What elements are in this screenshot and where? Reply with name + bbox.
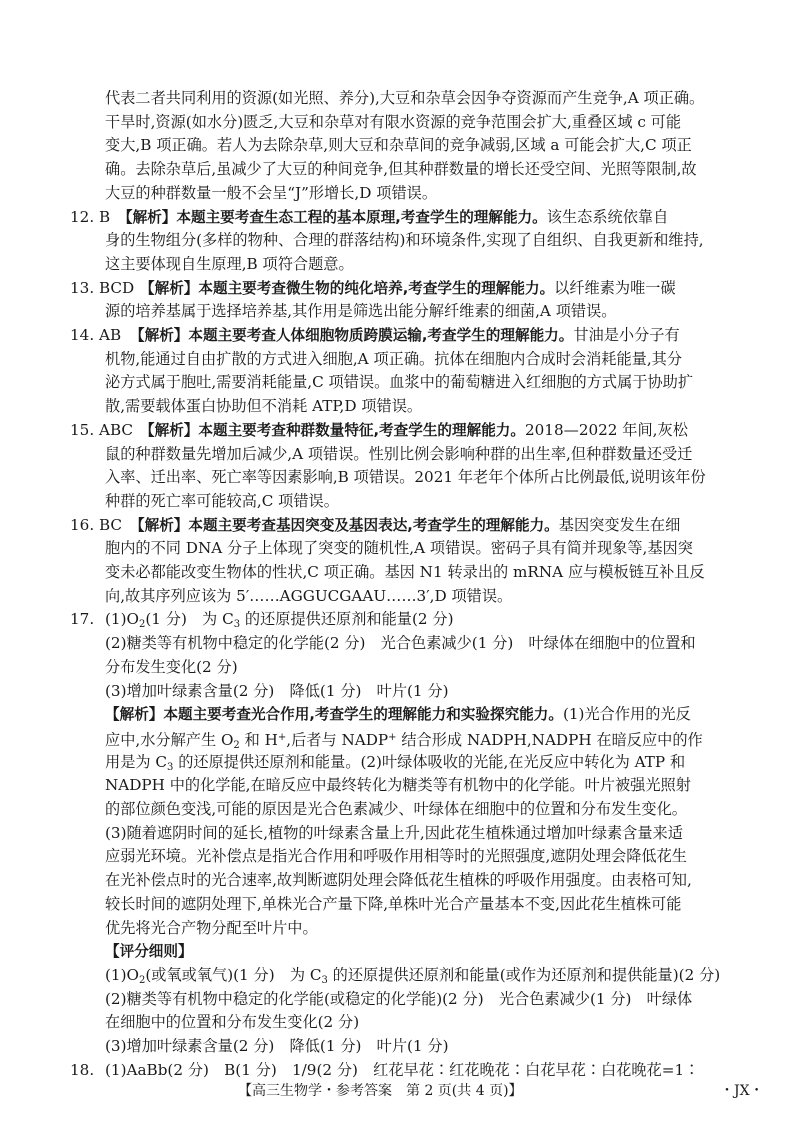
line-text: [0, 916, 318, 940]
text-run: 该生态系统依靠自: [546, 207, 669, 226]
footer-page-label: 【高三生物学・参考答案 第 2 页(共 4 页)】: [238, 1083, 523, 1099]
text-run: (2)糖类等有机物中稳定的化学能(或稳定的化学能)(2 分) 光合色素减少(1 分) 叶绿体: [105, 989, 693, 1008]
text-run: 3: [321, 974, 328, 986]
analysis-heading: 【解析】本题主要考查光合作用,考查学生的理解能力和实验探究能力。: [105, 706, 563, 724]
text-run: (1 分) 为 C: [145, 610, 234, 629]
text-run: 机物,能通过自由扩散的方式进入细胞,A 项正确。抗体在细胞内合成时会消耗能量,其分: [105, 349, 683, 368]
text-run: 结合形成 NADPH,NADPH 在暗反应中的作: [396, 730, 703, 749]
text-line: [0, 560, 800, 584]
analysis-heading: 【解析】本题主要考查生态工程的基本原理,考查学生的理解能力。: [118, 208, 547, 226]
text-run: 的还原提供还原剂和能量(或作为还原剂和提供能量)(2 分): [327, 965, 721, 984]
text-run: 3: [233, 619, 241, 631]
text-run: 在细胞中的位置和分布发生变化(2 分): [105, 1013, 360, 1032]
text-run: 2: [138, 974, 146, 986]
text-run: 优先将光合产物分配至叶片中。: [105, 918, 318, 937]
text-line: [0, 868, 800, 892]
analysis-heading: 【解析】本题主要考查微生物的纯化培养,考查学生的理解能力。: [140, 279, 555, 297]
text-run: 变大,B 项正确。若人为去除杂草,则大豆和杂草间的竞争减弱,区域 a 可能会扩大,C 项正: [105, 136, 692, 155]
text-run: (1)光合作用的光反: [562, 705, 691, 724]
text-line: [0, 987, 800, 1011]
text-run: 的还原提供还原剂和能量(2 分): [240, 610, 454, 629]
text-run: 这主要体现自生原理,B 项符合题意。: [105, 254, 354, 273]
text-line: [0, 347, 800, 371]
line-text: [0, 347, 682, 371]
text-line: [0, 205, 800, 230]
text-run: 分布发生变化(2 分): [105, 657, 238, 676]
line-text: [0, 228, 704, 252]
text-line: [0, 110, 800, 134]
text-run: 入率、迁出率、死亡率等因素影响,B 项错误。2021 年老年个体所占比例最低,说明该年份: [105, 468, 706, 487]
analysis-heading: 【评分细则】: [105, 943, 193, 961]
text-line: [0, 86, 800, 110]
line-text: [0, 370, 693, 394]
text-line: [0, 584, 800, 608]
line-text: [0, 86, 704, 110]
line-text: [0, 797, 687, 821]
text-line: [0, 442, 800, 466]
text-line: [0, 1034, 800, 1058]
text-run: 2: [138, 619, 146, 631]
text-line: [0, 702, 800, 727]
text-run: 大豆的种群数量一般不会呈“J”形增长,D 项错误。: [105, 183, 438, 202]
text-line: [0, 276, 800, 301]
text-run: (1)O: [105, 965, 139, 984]
line-text: [0, 110, 681, 134]
footer-region-tag: ・JX・: [720, 1083, 764, 1099]
line-text: [0, 844, 687, 868]
line-text: [0, 252, 354, 276]
text-line: [0, 252, 800, 276]
text-run: 在光补偿点时的光合速率,故判断遮阴处理会降低花生植株的呼吸作用强度。由表格可知,: [105, 871, 692, 890]
text-run: 3: [167, 761, 174, 773]
text-line: [0, 892, 800, 916]
text-line: [0, 323, 800, 348]
text-run: 种群的死亡率可能较高,C 项错误。: [105, 491, 339, 510]
text-run: (3)增加叶绿素含量(2 分) 降低(1 分) 叶片(1 分): [105, 1037, 449, 1055]
text-run: 的还原提供还原剂和能量。(2)叶绿体吸收的光能,在光反应中转化为 ATP 和: [173, 752, 686, 771]
text-run: 干旱时,资源(如水分)匮乏,大豆和杂草对有限水资源的竞争范围会扩大,重叠区域 c 可能: [105, 112, 682, 131]
text-line: [0, 1010, 800, 1034]
line-text: [0, 702, 691, 727]
line-text: [0, 560, 705, 584]
text-line: [0, 513, 800, 538]
text-run: 甘油是小分子有: [573, 326, 680, 344]
text-line: [0, 489, 800, 513]
analysis-heading: 【解析】本题主要考查基因突变及基因表达,考查学生的理解能力。: [130, 516, 559, 534]
text-run: 基因突变发生在细: [558, 515, 681, 534]
text-run: 和 H: [239, 730, 278, 749]
text-run: 代表二者共同利用的资源(如光照、养分),大豆和杂草会因争夺资源而产生竞争,A 项正确。: [105, 89, 705, 107]
text-line: [0, 655, 800, 679]
text-line: [0, 157, 800, 181]
text-line: [0, 228, 800, 252]
analysis-heading: 【解析】本题主要考查种群数量特征,考查学生的理解能力。: [140, 421, 525, 439]
text-run: 确。去除杂草后,虽减少了大豆的种间竞争,但其种群数量的增长还受空间、光照等限制,故: [105, 160, 697, 179]
line-text: [0, 181, 437, 205]
analysis-heading: 【解析】本题主要考查人体细胞物质跨膜运输,考查学生的理解能力。: [130, 327, 574, 344]
text-run: (或氧或氧气)(1 分) 为 C: [145, 965, 322, 984]
line-text: [0, 987, 692, 1011]
line-text: [0, 536, 693, 560]
text-line: [0, 939, 800, 964]
text-run: (1)AaBb(2 分) B(1 分) 1/9(2 分) 红花早花∶红花晚花∶白花早花∶白花晚花=1∶: [105, 1060, 700, 1079]
text-line: [0, 773, 800, 797]
text-line: [0, 916, 800, 940]
text-run: NADPH 中的化学能,在暗反应中最终转化为糖类等有机物中的化学能。叶片被强光照射: [105, 776, 691, 795]
text-run: 的部位颜色变浅,可能的原因是光合色素减少、叶绿体在细胞中的位置和分布发生变化。: [105, 800, 687, 818]
line-text: [0, 773, 691, 797]
line-text: [0, 868, 692, 892]
line-text: [0, 939, 193, 964]
line-text: [0, 584, 512, 608]
text-run: 用是为 C: [105, 752, 168, 771]
question-number: 16. BC: [70, 515, 123, 534]
line-text: [0, 655, 238, 679]
text-run: +: [388, 731, 397, 743]
line-text: [0, 892, 681, 916]
text-line: [0, 536, 800, 560]
text-run: 散,需要载体蛋白协助但不消耗 ATP,D 项错误。: [105, 397, 423, 416]
text-run: (3)增加叶绿素含量(2 分) 降低(1 分) 叶片(1 分): [105, 681, 449, 700]
line-text: [0, 821, 683, 845]
text-run: 较长时间的遮阴处理下,单株光合产量下降,单株叶光合产量基本不变,因此花生植株可能: [105, 894, 682, 913]
line-text: [0, 133, 692, 157]
question-number: 13. BCD: [70, 278, 135, 297]
question-number: 14. AB: [70, 326, 122, 344]
question-number: 15. ABC: [70, 420, 134, 439]
line-text: [0, 1010, 359, 1034]
text-run: (1)O: [105, 610, 139, 629]
text-run: 2018—2022 年间,灰松: [524, 420, 688, 439]
text-line: [0, 394, 800, 418]
page-footer: [0, 1078, 800, 1104]
text-line: [0, 299, 800, 323]
text-run: 泌方式属于胞吐,需要消耗能量,C 项错误。血浆中的葡萄糖进入红细胞的方式属于协助扩: [105, 373, 694, 392]
line-text: [0, 679, 449, 703]
text-line: [0, 631, 800, 655]
text-line: [0, 821, 800, 845]
line-text: [0, 442, 692, 466]
text-run: ,后者与 NADP: [286, 730, 389, 749]
text-line: [0, 370, 800, 394]
text-run: 应中,水分解产生 O: [105, 730, 234, 749]
text-line: [0, 844, 800, 868]
question-number: 17.: [70, 610, 95, 629]
line-text: [0, 299, 616, 323]
text-run: (2)糖类等有机物中稳定的化学能(2 分) 光合色素减少(1 分) 叶绿体在细胞中的位置和: [105, 634, 696, 653]
question-number: 12. B: [70, 207, 111, 226]
text-run: 以纤维素为唯一碳: [554, 278, 676, 297]
text-run: 鼠的种群数量先增加后减少,A 项错误。性别比例会影响种群的出生率,但种群数量还受迁: [105, 444, 693, 463]
text-line: [0, 133, 800, 157]
text-run: 向,故其序列应该为 5′……AGGUCGAAU……3′,D 项错误。: [105, 586, 513, 605]
line-text: [0, 157, 697, 181]
text-run: 2: [233, 739, 240, 751]
text-run: +: [277, 731, 287, 743]
text-line: [0, 797, 800, 821]
text-run: 胞内的不同 DNA 分子上体现了突变的随机性,A 项错误。密码子具有简并现象等,基因突: [105, 539, 693, 558]
text-run: (3)随着遮阴时间的延长,植物的叶绿素含量上升,因此花生植株通过增加叶绿素含量来适: [105, 823, 683, 842]
text-line: [0, 418, 800, 443]
text-line: [0, 679, 800, 703]
text-run: 身的生物组分(多样的物种、合理的群落结构)和环境条件,实现了自组织、自我更新和维持,: [105, 231, 704, 250]
text-line: [0, 465, 800, 489]
question-number: 18.: [70, 1060, 95, 1079]
line-text: [0, 631, 696, 655]
line-text: [0, 465, 706, 489]
line-text: [0, 1034, 449, 1058]
text-run: 应弱光环境。光补偿点是指光合作用和呼吸作用相等时的光照强度,遮阴处理会降低花生: [105, 847, 687, 866]
line-text: [0, 394, 422, 418]
text-run: 变未必都能改变生物体的性状,C 项正确。基因 N1 转录出的 mRNA 应与模板链互补且反: [105, 563, 705, 581]
line-text: [0, 489, 339, 513]
text-line: [0, 181, 800, 205]
text-run: 源的培养基属于选择培养基,其作用是筛选出能分解纤维素的细菌,A 项错误。: [105, 302, 617, 321]
